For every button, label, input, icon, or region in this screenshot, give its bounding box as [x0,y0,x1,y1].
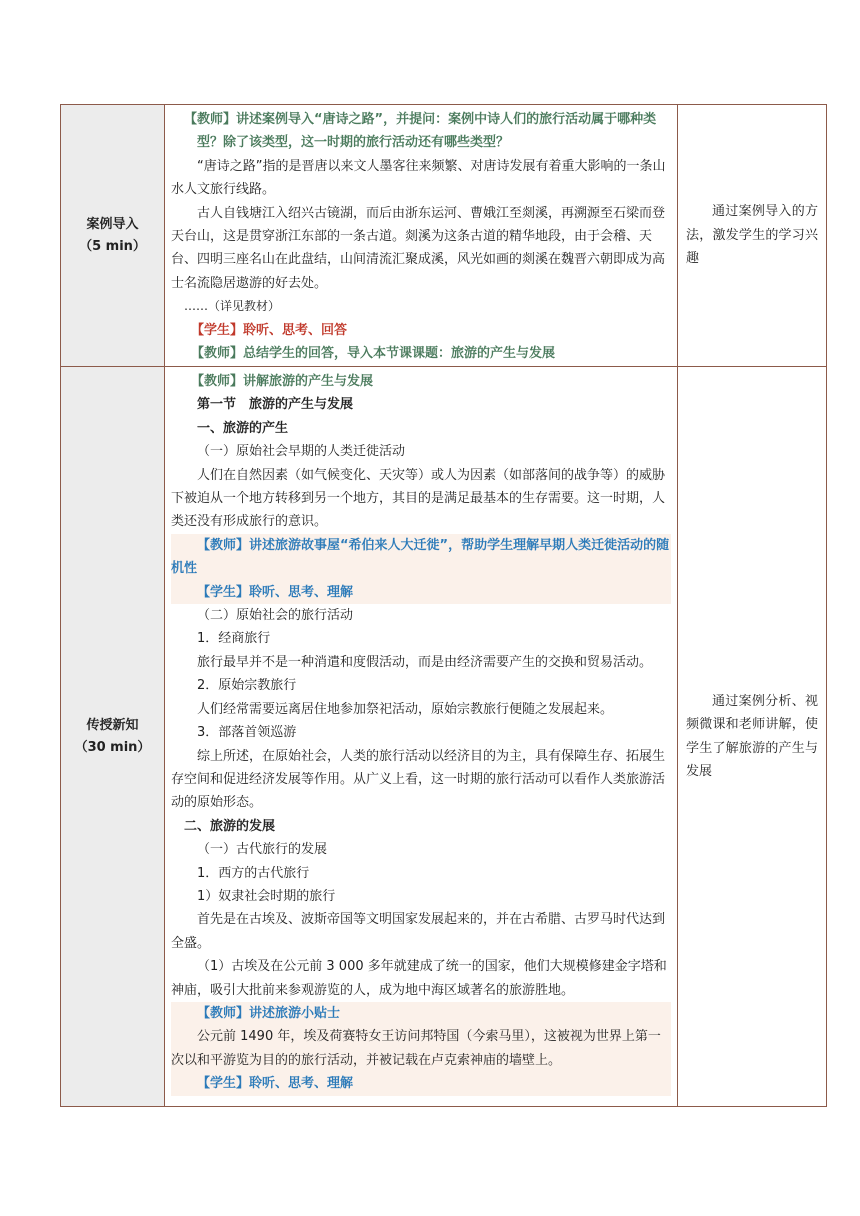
teacher-story: 【教师】讲述旅游故事屋“希伯来人大迁徙”，帮助学生理解早期人类迁徙活动的随机性 [171,537,670,577]
paragraph: 公元前 1490 年，埃及荷赛特女王访问邦特国（今索马里），这被视为世界上第一次以和平游览为目的的旅行活动，并被记载在卢克索神庙的墙壁上。 [171,1029,661,1068]
row-label-new-knowledge [61,367,165,1107]
teaching-goal: 通过案例导入的方法，激发学生的学习兴趣 [686,204,818,267]
student-activity: 【学生】聆听、思考、回答 [191,322,348,338]
student-activity: 【学生】聆听、思考、理解 [197,584,354,600]
teacher-tip: 【教师】讲述旅游小贴士 [197,1005,341,1021]
row-content-case-intro [165,105,678,367]
teaching-goal: 通过案例分析、视频微课和老师讲解，使学生了解旅游的产生与发展 [686,693,818,779]
teacher-explain: 【教师】讲解旅游的产生与发展 [191,374,374,389]
row-label-title: 传授新知 [86,717,139,733]
subheading: （一）原始社会早期的人类迁徙活动 [197,444,406,460]
list-item: 1．经商旅行 [197,631,271,647]
row-content-new-knowledge [165,367,678,1107]
paragraph: “唐诗之路”指的是晋唐以来文人墨客往来频繁、对唐诗发展有着重大影响的一条山水人文旅行线路。 [171,158,666,198]
row-label-title: 案例导入 [86,216,139,232]
paragraph: 古人自钱塘江入绍兴古镜湖，而后由浙东运河、曹娥江至剡溪，再溯源至石梁而登天台山，这是贯穿浙江东部的一条古道。剡溪为这条古道的精华地段，由于会稽、天台、四明三座名山在此盘结，山间清流汇聚成溪，风光如画的剡溪在魏晋六朝即成为高士名流隐居遨游的好去处。 [171,205,666,291]
see-textbook-note: ……（详见教材） [184,299,281,314]
row-goal-new-knowledge [678,367,827,1107]
list-item: 3．部落首领巡游 [197,725,297,741]
section-title: 第一节 旅游的产生与发展 [197,397,354,413]
table-row-new-knowledge [61,367,827,1107]
paragraph: 人们在自然因素（如气候变化、天灾等）或人为因素（如部落间的战争等）的威胁下被迫从一个地方转移到另一个地方，其目的是满足最基本的生存需要。这一时期，人类还没有形成旅行的意识。 [171,467,666,530]
row-goal-case-intro [678,105,827,367]
paragraph: 人们经常需要远离居住地参加祭祀活动，原始宗教旅行便随之发展起来。 [197,701,614,717]
paragraph: 首先是在古埃及、波斯帝国等文明国家发展起来的，并在古希腊、古罗马时代达到全盛。 [171,912,666,951]
paragraph: 旅行最早并不是一种消遣和度假活动，而是由经济需要产生的交换和贸易活动。 [197,654,653,670]
subheading: （二）原始社会的旅行活动 [197,608,354,624]
heading-2: 二、旅游的发展 [184,818,276,834]
teacher-summary: 【教师】总结学生的回答，导入本节课课题：旅游的产生与发展 [191,346,556,362]
list-item: 1．西方的古代旅行 [197,865,310,881]
student-activity: 【学生】聆听、思考、理解 [197,1076,354,1092]
lesson-plan-table [60,104,827,1107]
row-label-case-intro [61,105,165,367]
list-item: 1）奴隶社会时期的旅行 [197,888,336,904]
teacher-prompt: 【教师】讲述案例导入“唐诗之路”，并提问：案例中诗人们的旅行活动属于哪种类型？除了该类型，这一时期的旅行活动还有哪些类型？ [184,112,657,151]
teacher-story-block [171,534,671,604]
table-row-case-intro [61,105,827,367]
row-label-duration: （5 min） [79,238,146,254]
heading-1: 一、旅游的产生 [197,420,289,436]
subheading: （一）古代旅行的发展 [197,842,328,858]
teacher-tip-block [171,1002,671,1096]
paragraph: （1）古埃及在公元前 3 000 多年就建成了统一的国家，他们大规模修建金字塔和神庙，吸引大批前来参观游览的人，成为地中海区域著名的旅游胜地。 [171,959,667,998]
row-label-duration: （30 min） [74,739,151,755]
paragraph: 综上所述，在原始社会，人类的旅行活动以经济目的为主，具有保障生存、拓展生存空间和促进经济发展等作用。从广义上看，这一时期的旅行活动可以看作人类旅游活动的原始形态。 [171,748,666,811]
list-item: 2．原始宗教旅行 [197,678,297,694]
